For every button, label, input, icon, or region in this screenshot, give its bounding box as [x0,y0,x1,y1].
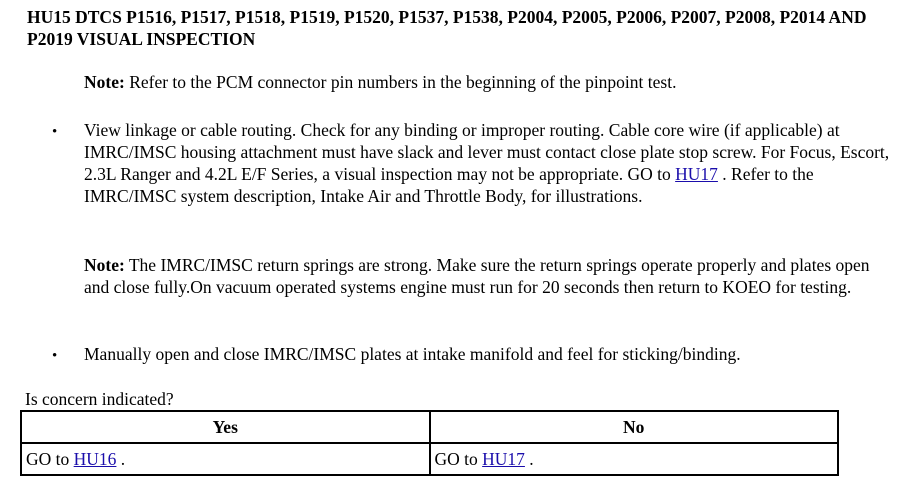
list-item-linkage-inspection [84,119,899,207]
note-label: Note: [84,72,125,92]
note-return-springs [84,254,899,298]
decision-question: Is concern indicated? [25,389,174,409]
list-item-text: View linkage or cable routing. Check for any binding or improper routing. Cable core wire (if applicable) at IMRC/IMSC housing attachment must have slack and lever must contact close plate stop screw. For Focus, Escort, 2.3L Ranger and 4.2L E/F Series, a visual inspection may not be appropriate. GO to [84,120,890,184]
link-hu17[interactable]: HU17 [675,164,718,184]
cell-prefix: GO to [26,449,74,469]
page-title: HU15 DTCS P1516, P1517, P1518, P1519, P1520, P1537, P1538, P2004, P2005, P2006, P2007, P2008, P2014 AND P2019 VISUAL INSPECTION [27,7,867,49]
cell-suffix: . [524,449,534,469]
cell-suffix: . [116,449,126,469]
bullet-icon: • [52,124,58,140]
column-header-yes: Yes [21,411,430,443]
cell-prefix: GO to [434,449,483,469]
link-hu17[interactable]: HU17 [482,449,525,469]
table-row [21,443,838,475]
note-text: Refer to the PCM connector pin numbers in the beginning of the pinpoint test. [124,72,677,92]
note-pcm-connector [84,71,884,93]
link-hu16[interactable]: HU16 [73,449,117,469]
table-header-row [21,411,838,443]
note-text: The IMRC/IMSC return springs are strong. Make sure the return springs operate properly and plates open and close fully.On vacuum operated systems engine must run for 20 seconds then return to KOEO for testing. [84,255,870,297]
note-label: Note: [84,255,125,275]
list-item-text-continued: . Refer to the IMRC/IMSC system description, Intake Air and Throttle Body, for illustrations. [84,164,814,206]
bullet-icon: • [52,348,58,364]
list-item-plates-check: Manually open and close IMRC/IMSC plates at intake manifold and feel for sticking/binding. [84,344,741,364]
decision-table [20,410,839,476]
yes-cell [21,443,430,475]
column-header-no: No [430,411,839,443]
no-cell [430,443,839,475]
